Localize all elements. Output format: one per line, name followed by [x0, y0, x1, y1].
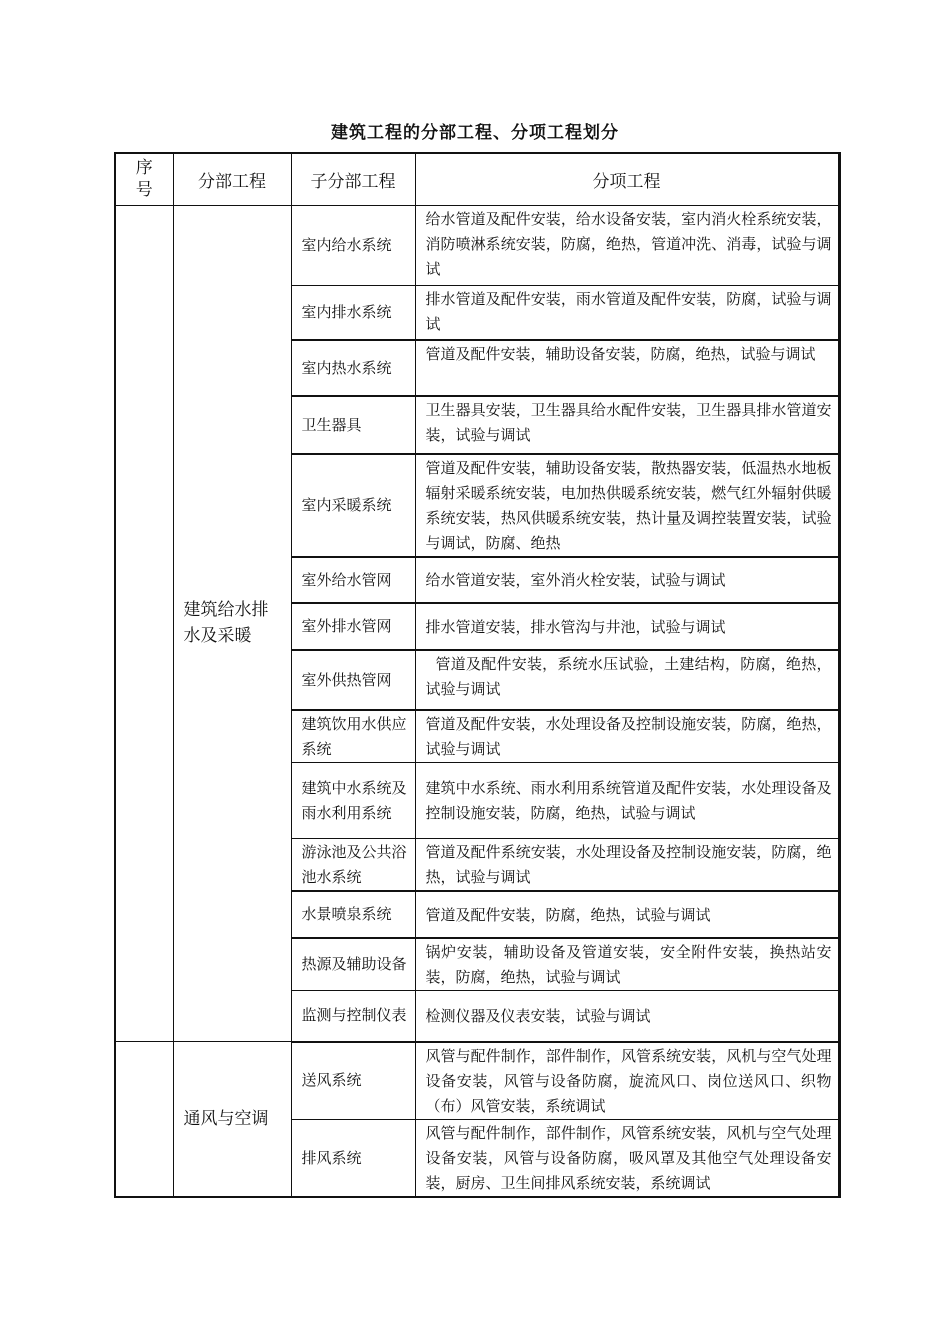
subdivision-cell: 排风系统 [291, 1120, 415, 1198]
items-cell: 管道及配件安装，辅助设备安装，散热器安装，低温热水地板辐射采暖系统安装，电加热供暖系统安装，燃气红外辐射供暖系统安装，热风供暖系统安装，热计量及调控装置安装，试验与调试，防腐、绝热 [415, 454, 839, 557]
header-subdivision: 子分部工程 [291, 153, 415, 205]
table-row [115, 1042, 839, 1120]
document-title: 建筑工程的分部工程、分项工程划分 [331, 123, 619, 143]
items-cell: 管道及配件安装，防腐，绝热，试验与调试 [415, 891, 839, 938]
header-items: 分项工程 [415, 153, 839, 205]
header-seq [115, 153, 173, 205]
subdivision-cell: 建筑中水系统及雨水利用系统 [291, 763, 415, 839]
group-1-division: 建筑给水排水及采暖 [173, 205, 291, 1042]
header-division: 分部工程 [173, 153, 291, 205]
items-cell: 管道及配件系统安装，水处理设备及控制设施安装，防腐，绝热，试验与调试 [415, 839, 839, 892]
items-cell: 管道及配件安装，系统水压试验，土建结构，防腐，绝热，试验与调试 [415, 650, 839, 710]
subdivision-cell: 送风系统 [291, 1042, 415, 1120]
items-cell: 排水管道安装，排水管沟与井池，试验与调试 [415, 603, 839, 650]
table-body [115, 205, 839, 1197]
items-cell: 给水管道安装，室外消火栓安装，试验与调试 [415, 557, 839, 603]
items-cell: 排水管道及配件安装，雨水管道及配件安装，防腐，试验与调试 [415, 285, 839, 340]
subdivision-cell: 水景喷泉系统 [291, 891, 415, 938]
subdivision-cell: 室外供热管网 [291, 650, 415, 710]
items-cell: 管道及配件安装，辅助设备安装，防腐，绝热，试验与调试 [415, 340, 839, 396]
division-table [114, 152, 841, 1198]
group-2-division: 通风与空调 [173, 1042, 291, 1198]
group-1-seq [115, 205, 173, 1042]
subdivision-cell: 室内给水系统 [291, 205, 415, 285]
header-seq-text: 序号 [135, 158, 153, 201]
subdivision-cell: 室外给水管网 [291, 557, 415, 603]
items-cell: 检测仪器及仪表安装，试验与调试 [415, 991, 839, 1042]
subdivision-cell: 监测与控制仪表 [291, 991, 415, 1042]
items-cell: 风管与配件制作，部件制作，风管系统安装，风机与空气处理设备安装，风管与设备防腐，旋流风口、岗位送风口、织物（布）风管安装，系统调试 [415, 1042, 839, 1120]
table-row [115, 205, 839, 285]
items-cell: 卫生器具安装，卫生器具给水配件安装，卫生器具排水管道安装，试验与调试 [415, 396, 839, 454]
items-cell: 管道及配件安装，水处理设备及控制设施安装，防腐，绝热，试验与调试 [415, 710, 839, 763]
items-cell: 建筑中水系统、雨水利用系统管道及配件安装，水处理设备及控制设施安装，防腐，绝热，试验与调试 [415, 763, 839, 839]
subdivision-cell: 卫生器具 [291, 396, 415, 454]
items-cell: 给水管道及配件安装，给水设备安装，室内消火栓系统安装，消防喷淋系统安装，防腐，绝热，管道冲洗、消毒，试验与调试 [415, 205, 839, 285]
subdivision-cell: 室内采暖系统 [291, 454, 415, 557]
group-2-seq [115, 1042, 173, 1198]
subdivision-cell: 游泳池及公共浴池水系统 [291, 839, 415, 892]
items-cell: 锅炉安装，辅助设备及管道安装，安全附件安装，换热站安装，防腐，绝热，试验与调试 [415, 938, 839, 991]
subdivision-cell: 室外排水管网 [291, 603, 415, 650]
subdivision-cell: 室内热水系统 [291, 340, 415, 396]
subdivision-cell: 室内排水系统 [291, 285, 415, 340]
subdivision-cell: 建筑饮用水供应系统 [291, 710, 415, 763]
subdivision-cell: 热源及辅助设备 [291, 938, 415, 991]
items-cell: 风管与配件制作，部件制作，风管系统安装，风机与空气处理设备安装，风管与设备防腐，吸风罩及其他空气处理设备安装，厨房、卫生间排风系统安装，系统调试 [415, 1120, 839, 1198]
